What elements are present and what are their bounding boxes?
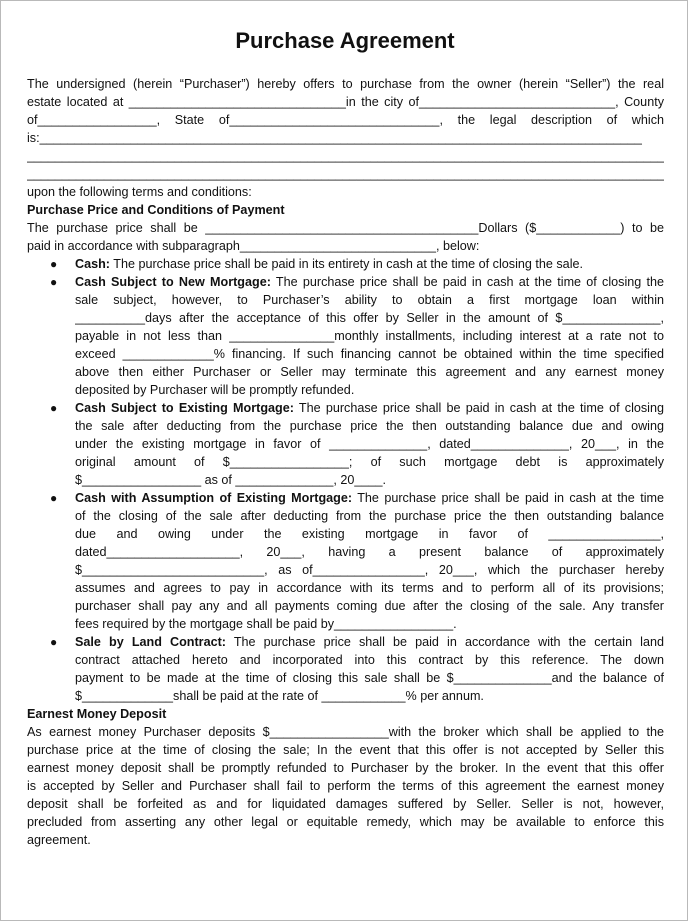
- list-item: [27, 633, 664, 705]
- paragraph-line: agreement.: [27, 833, 91, 847]
- paragraph-line: is accepted by Seller and Purchaser shall fail to perform the terms of this agreement the earnest money: [27, 779, 664, 793]
- earnest-money-paragraph: [27, 723, 664, 849]
- option-label: Sale by Land Contract:: [75, 635, 226, 649]
- paragraph-line: The purchase price shall be _______________________________________Dollars ($____________) to be: [27, 221, 664, 235]
- option-line: exceed _____________% financing. If such financing cannot be obtained within the time specified: [75, 347, 664, 361]
- section-heading-earnest-money: Earnest Money Deposit: [27, 707, 167, 721]
- intro-line: upon the following terms and conditions:: [27, 185, 252, 199]
- option-line: deposited by Purchaser will be promptly refunded.: [75, 383, 355, 397]
- intro-paragraph: [27, 75, 664, 201]
- option-label: Cash:: [75, 257, 110, 271]
- option-line: contract attached hereto and incorporated into this contract by this reference. The down: [75, 653, 664, 667]
- option-line: under the existing mortgage in favor of ______________, dated______________, 20___, in the: [75, 437, 664, 451]
- paragraph-line: purchase price at the time of closing the sale; In the event that this offer is not accepted by Seller this: [27, 743, 664, 757]
- intro-line: estate located at _______________________________in the city of____________________________, County: [27, 95, 664, 109]
- paragraph-line: precluded from asserting any other legal or equitable remedy, which may be available to enforce this: [27, 815, 664, 829]
- option-text: The purchase price shall be paid in cash at the time of closing: [293, 401, 664, 415]
- purchase-price-paragraph: [27, 219, 664, 255]
- option-line: due and owing under the existing mortgage in favor of ________________,: [75, 527, 664, 541]
- document-body: [27, 75, 664, 849]
- list-item: [27, 273, 664, 399]
- option-line: assumes and agrees to pay in accordance with its terms and to perform all of its provisions;: [75, 581, 664, 595]
- option-text: The purchase price shall be paid in cash at the time of closing the: [270, 275, 664, 289]
- list-item: [27, 489, 664, 633]
- list-item: [27, 399, 664, 489]
- section-heading-purchase-price: Purchase Price and Conditions of Payment: [27, 203, 285, 217]
- intro-line: is:______________________________________________________________________________________: [27, 131, 642, 145]
- option-line: purchaser shall pay any and all payments coming due after the closing of the sale. Any transfer: [75, 599, 664, 613]
- option-text: The purchase price shall be paid in accordance with the certain land: [225, 635, 664, 649]
- intro-line: ___________________________________________________________________________________________: [27, 167, 664, 181]
- option-line: sale subject, however, to Purchaser’s ability to obtain a first mortgage loan within: [75, 293, 664, 307]
- paragraph-line: deposit shall be forfeited as and for liquidated damages suffered by Seller. Seller is not, however,: [27, 797, 664, 811]
- option-line: payment to be made at the time of closing this sale shall be $______________and the balance of: [75, 671, 664, 685]
- payment-options-list: [27, 255, 664, 705]
- bullet-icon: ●: [50, 401, 58, 415]
- option-line: of the closing of the sale after deducting from the purchase price the then outstanding balance: [75, 509, 664, 523]
- option-text: The purchase price shall be paid in its entirety in cash at the time of closing the sale.: [110, 257, 583, 271]
- option-text: The purchase price shall be paid in cash at the time: [352, 491, 664, 505]
- option-line: $_________________ as of ______________, 20____.: [75, 473, 386, 487]
- list-item: [27, 255, 664, 273]
- option-line: __________days after the acceptance of this offer by Seller in the amount of $______________,: [75, 311, 664, 325]
- option-line: the sale after deducting from the purchase price the then outstanding balance due and owing: [75, 419, 664, 433]
- option-line: fees required by the mortgage shall be paid by_________________.: [75, 617, 457, 631]
- paragraph-line: earnest money deposit shall be promptly refunded to Purchaser by the broker. In the event that this offer: [27, 761, 664, 775]
- option-line: $__________________________, as of________________, 20___, which the purchaser hereby: [75, 563, 664, 577]
- option-line: dated___________________, 20___, having a present balance of approximately: [75, 545, 664, 559]
- intro-line: of_________________, State of______________________________, the legal description of which: [27, 113, 664, 127]
- option-label: Cash Subject to New Mortgage:: [75, 275, 271, 289]
- bullet-icon: ●: [50, 257, 58, 271]
- intro-line: ___________________________________________________________________________________________: [27, 149, 664, 163]
- option-line: $_____________shall be paid at the rate of ____________% per annum.: [75, 689, 484, 703]
- option-label: Cash with Assumption of Existing Mortgage:: [75, 491, 353, 505]
- bullet-icon: ●: [50, 491, 58, 505]
- option-line: payable in not less than _______________monthly installments, including interest at a rate not to: [75, 329, 664, 343]
- intro-line: The undersigned (herein “Purchaser”) hereby offers to purchase from the owner (herein “Seller”) the real: [27, 77, 664, 91]
- option-label: Cash Subject to Existing Mortgage:: [75, 401, 294, 415]
- bullet-icon: ●: [50, 635, 58, 649]
- option-line: original amount of $_________________; of such mortgage debt is approximately: [75, 455, 664, 469]
- bullet-icon: ●: [50, 275, 58, 289]
- option-line: above then either Purchaser or Seller may terminate this agreement and any earnest money: [75, 365, 664, 379]
- paragraph-line: paid in accordance with subparagraph____________________________, below:: [27, 239, 480, 253]
- document-title: Purchase Agreement: [235, 28, 455, 53]
- paragraph-line: As earnest money Purchaser deposits $_________________with the broker which shall be applied to the: [27, 725, 664, 739]
